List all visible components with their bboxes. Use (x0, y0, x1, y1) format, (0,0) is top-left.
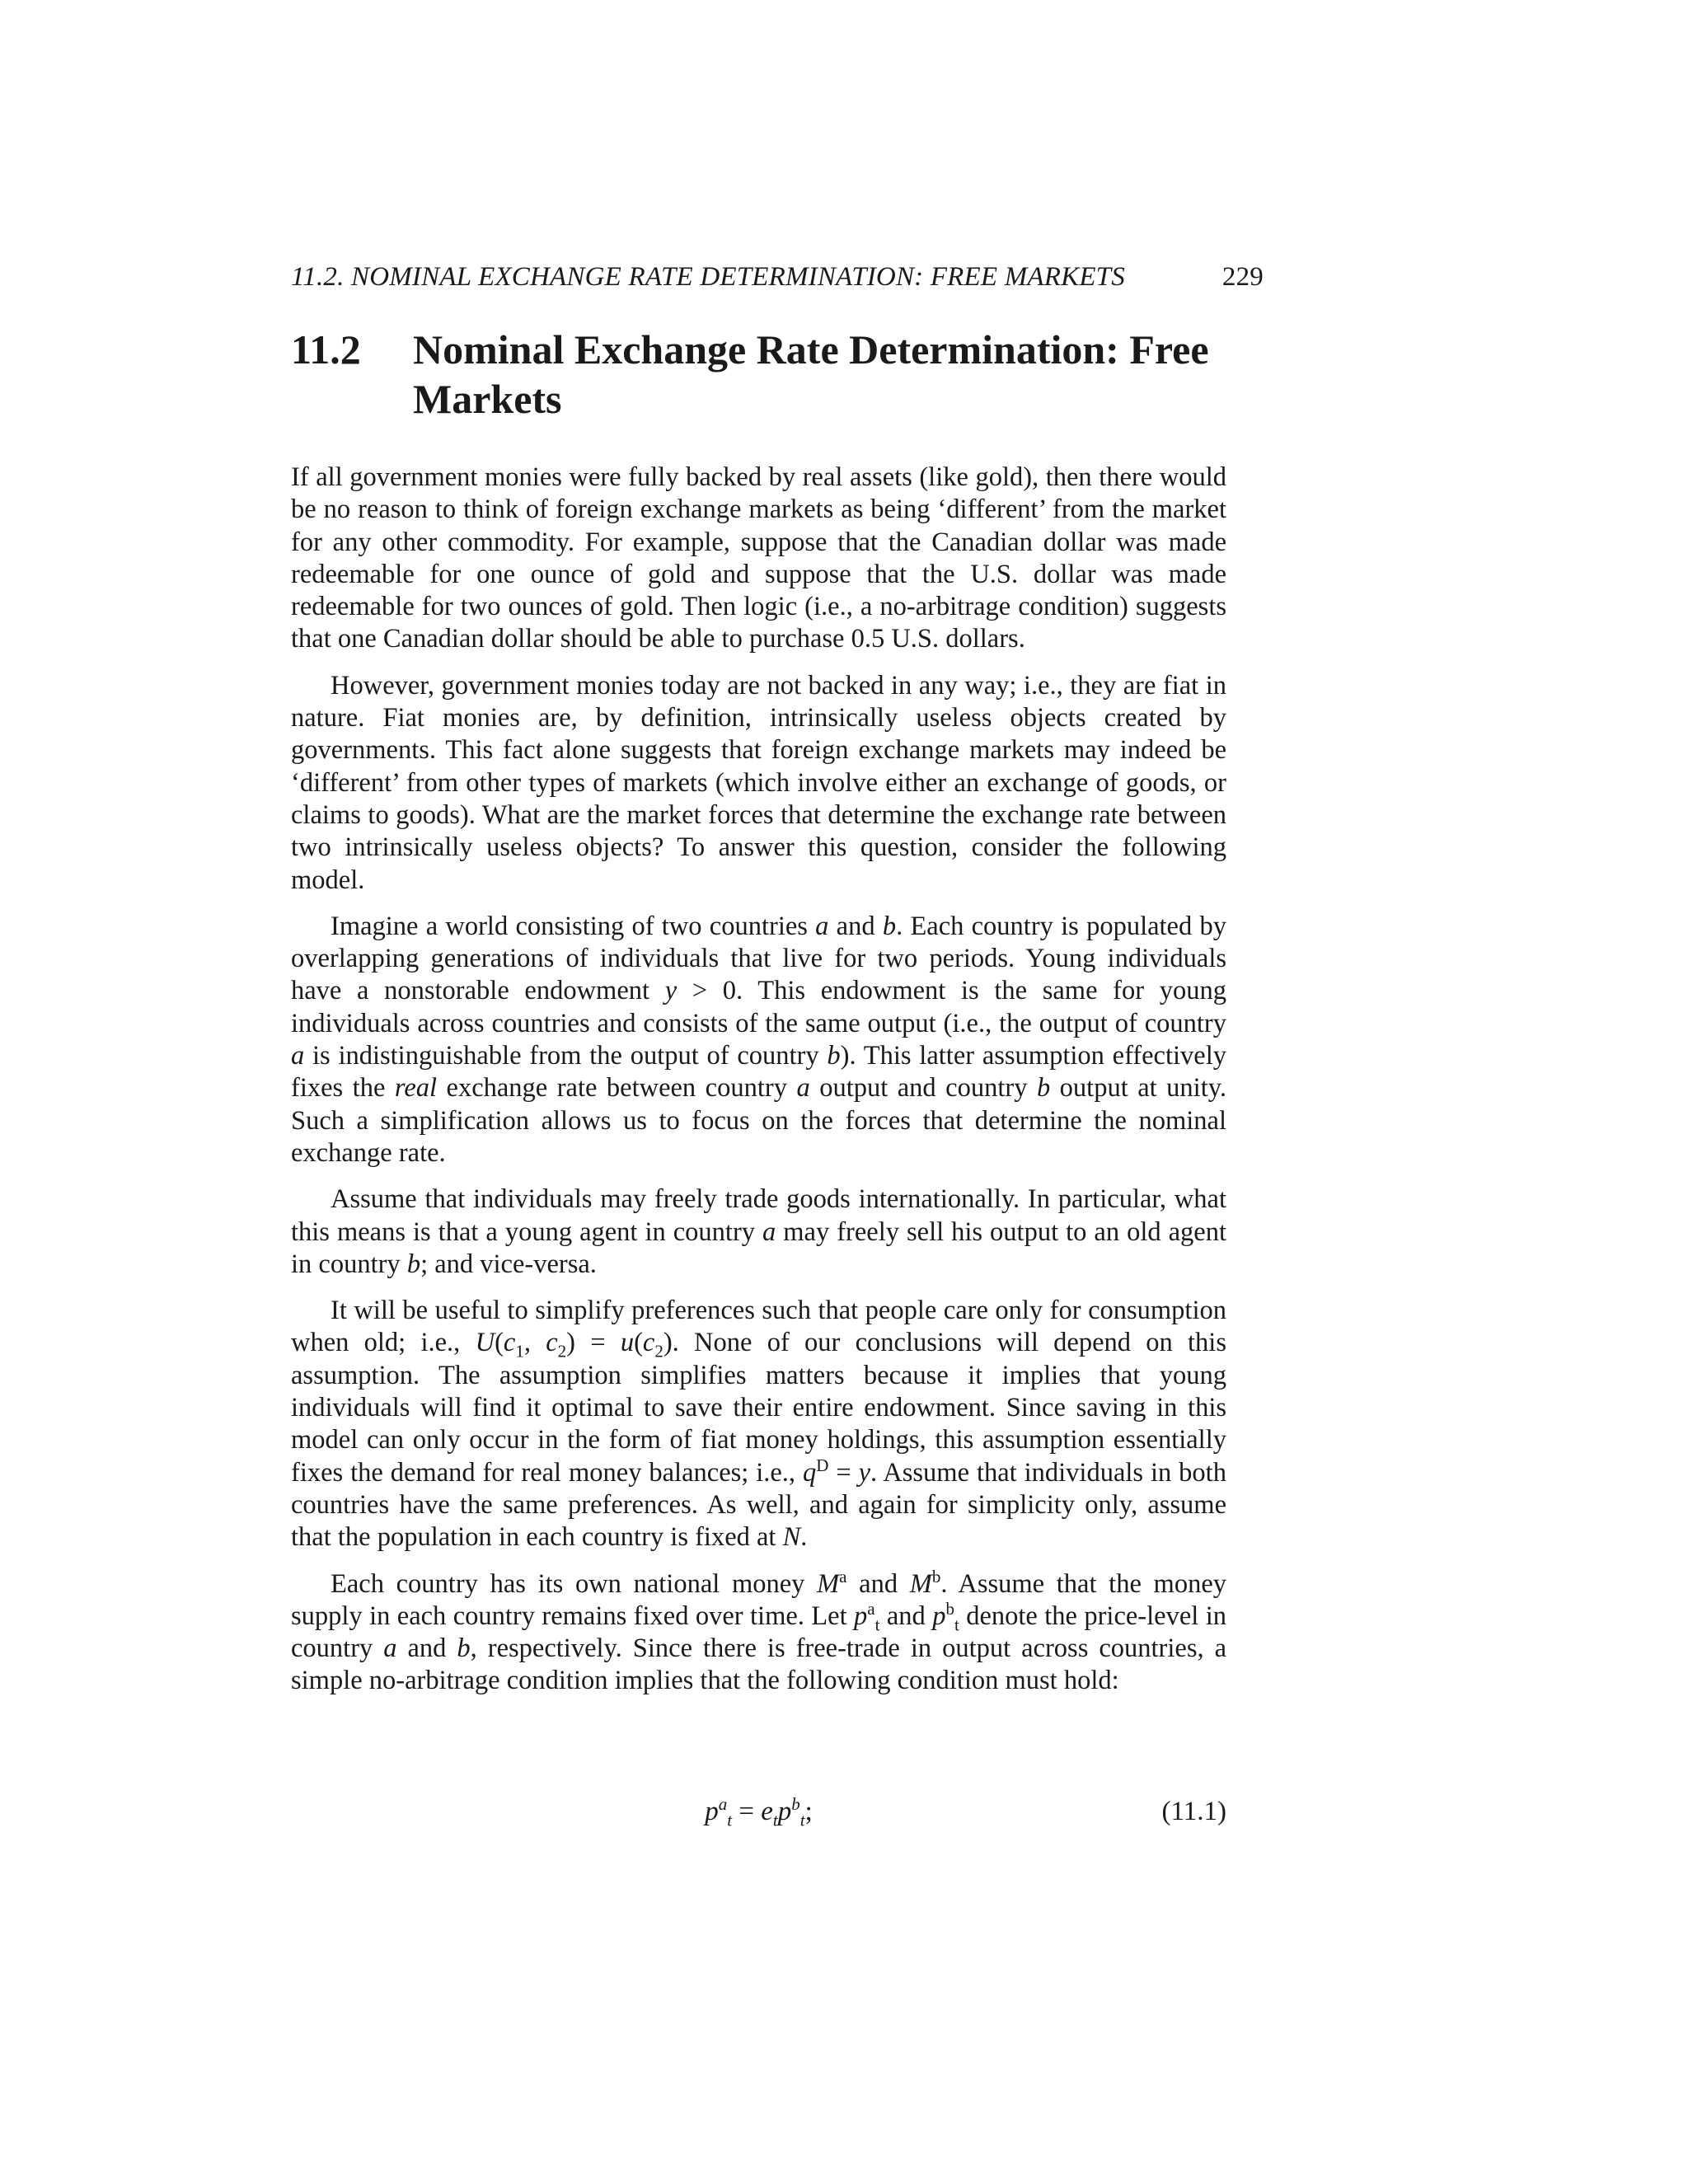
text-run: It will be useful to simplify preferences such that people care only for consumption when old; i.e., (291, 1296, 1226, 1358)
math-e: e (761, 1797, 773, 1826)
math-p: p (932, 1601, 946, 1631)
text-run: may freely sell his output to an old agent in country (291, 1216, 1226, 1279)
equation-expression (291, 1794, 1226, 1830)
paragraph-1: If all government monies were fully backed by real assets (like gold), then there would be no reason to think of foreign exchange markets as being ‘different’ from the market for any other commodity. For example, suppose that the Canadian dollar was made redeemable for one ounce of gold and suppose that the U.S. dollar was made redeemable for two ounces of gold. Then logic (i.e., a no-arbitrage condition) suggests that one Canadian dollar should be able to purchase 0.5 U.S. dollars. (291, 462, 1226, 654)
math-p: p (854, 1601, 868, 1631)
math-sup: a (839, 1566, 847, 1586)
math-sub: t (772, 1810, 778, 1830)
math-a: a (383, 1633, 397, 1664)
text-run: . Assume that individuals in both countries have the same preferences. As well, and again for simplicity only, assume that the population in each country is fixed at (291, 1457, 1226, 1553)
math-y: y (858, 1457, 871, 1488)
text-run: > 0. This endowment is the same for young individuals across countries and consists of the same output (i.e., the output of country (291, 976, 1226, 1038)
math-y: y (664, 976, 678, 1006)
paragraph-5: It will be useful to simplify preferences such that people care only for consumption when old; i.e., $U(c_1$, $c_2) = u(c_2)$. None of our conclusions will depend on this assumption. The assumption simplifies matters because it implies that young individuals will find it optimal to save their entire endowment. Since saving in this model can only occur in the form of fiat money holdings, this assumption essentially fixes the demand for real money balances; i.e., $q^D = y$. Assume that individuals in both countries have the same preferences. As well, and again for simplicity only, assume that the population in each country is fixed at N. (291, 1296, 1226, 1553)
math-a: a (815, 911, 829, 941)
text-run: . (800, 1522, 808, 1553)
math-u: u (620, 1328, 635, 1358)
math-sub: t (799, 1810, 805, 1830)
page-number: 229 (1221, 262, 1264, 292)
math-sup: D (816, 1455, 829, 1475)
math-U: U (475, 1328, 495, 1358)
text-run: denote the price-level in country (291, 1601, 1226, 1664)
section-title: Nominal Exchange Rate Determination: Free Markets (413, 326, 1209, 422)
math-b: b (1036, 1073, 1051, 1104)
equation-number: (11.1) (1161, 1797, 1226, 1826)
text-run: ). This latter assumption effectively fixes the (291, 1041, 1226, 1104)
math-sup: a (718, 1794, 728, 1814)
running-head-title: 11.2. NOMINAL EXCHANGE RATE DETERMINATION: FREE MARKETS (291, 262, 1125, 292)
math-sup: b (791, 1794, 800, 1814)
math-sup: a (867, 1598, 875, 1619)
text-run: Assume that individuals may freely trade goods internationally. In particular, what this means is that a young agent in country (291, 1184, 1226, 1247)
text-run: and (846, 1568, 910, 1599)
paragraph-4 (291, 1183, 1226, 1281)
math-b: b (457, 1633, 471, 1664)
equation-11-1 (291, 1794, 1226, 1833)
text-run: Imagine a world consisting of two countries (331, 911, 816, 941)
emphasis-real: real (394, 1073, 438, 1104)
math-p: p (705, 1797, 719, 1826)
math-c: c (546, 1328, 558, 1358)
text-run: exchange rate between country (437, 1073, 797, 1104)
text-run: . Assume that the money supply in each country remains fixed over time. Let (291, 1568, 1226, 1631)
math-c: c (503, 1328, 516, 1358)
math-M: M (909, 1568, 932, 1599)
text-run: . None of our conclusions will depend on this assumption. The assumption simplifies matters because it implies that young individuals will find it optimal to save their entire endowment. Since saving in this model can only occur in the form of fiat money holdings, this assumption essentially fixes the demand for real money balances; i.e., (291, 1328, 1226, 1488)
equals-sign: = (732, 1797, 762, 1826)
paragraph-6 (291, 1568, 1226, 1698)
math-a: a (796, 1073, 810, 1104)
text-run: and (396, 1633, 457, 1664)
math-sup: b (945, 1598, 954, 1619)
text-run: output and country (809, 1073, 1037, 1104)
math-sub: 2 (654, 1341, 663, 1361)
text-run: and (879, 1601, 933, 1631)
paragraph-2: However, government monies today are not backed in any way; i.e., they are fiat in nature. Fiat monies are, by definition, intrinsically useless objects created by governments. This fact alone suggests that foreign exchange markets may indeed be ‘different’ from other types of markets (which involve either an exchange of goods, or claims to goods). What are the market forces that determine the exchange rate between two intrinsically useless objects? To answer this question, consider the following model. (291, 670, 1226, 895)
paragraph-3 (291, 911, 1226, 1169)
math-a: a (762, 1216, 776, 1247)
math-M: M (817, 1568, 840, 1599)
text-run: Each country has its own national money (331, 1568, 818, 1599)
math-sup: b (931, 1566, 941, 1586)
math-a: a (291, 1041, 305, 1071)
math-sub: 2 (557, 1341, 567, 1361)
text-run: ; and vice-versa. (420, 1249, 597, 1279)
semicolon: ; (804, 1797, 813, 1826)
section-number: 11.2 (291, 326, 361, 373)
text-run: and (828, 911, 883, 941)
math-q: q (802, 1457, 817, 1488)
math-b: b (827, 1041, 841, 1071)
math-sub: t (954, 1615, 959, 1635)
text-run: . Each country is populated by overlapping generations of individuals that live for two periods. Young individuals have a nonstorable endowment (291, 911, 1226, 1006)
text-run: , respectively. Since there is free-trade in output across countries, a simple no-arbitrage condition implies that the following condition must hold: (291, 1633, 1226, 1696)
math-b: b (882, 911, 897, 941)
math-b: b (406, 1249, 421, 1279)
math-N: N (782, 1522, 801, 1553)
math-sub: t (874, 1615, 880, 1635)
text-run: output at unity. Such a simplification allows us to focus on the forces that determine the nominal exchange rate. (291, 1073, 1226, 1168)
math-sub: t (727, 1810, 733, 1830)
running-head (291, 262, 1264, 293)
text-run: is indistinguishable from the output of country (304, 1041, 828, 1071)
math-p: p (777, 1797, 792, 1826)
body-text (291, 462, 1226, 1712)
math-sub: 1 (515, 1341, 524, 1361)
math-c: c (642, 1328, 655, 1358)
